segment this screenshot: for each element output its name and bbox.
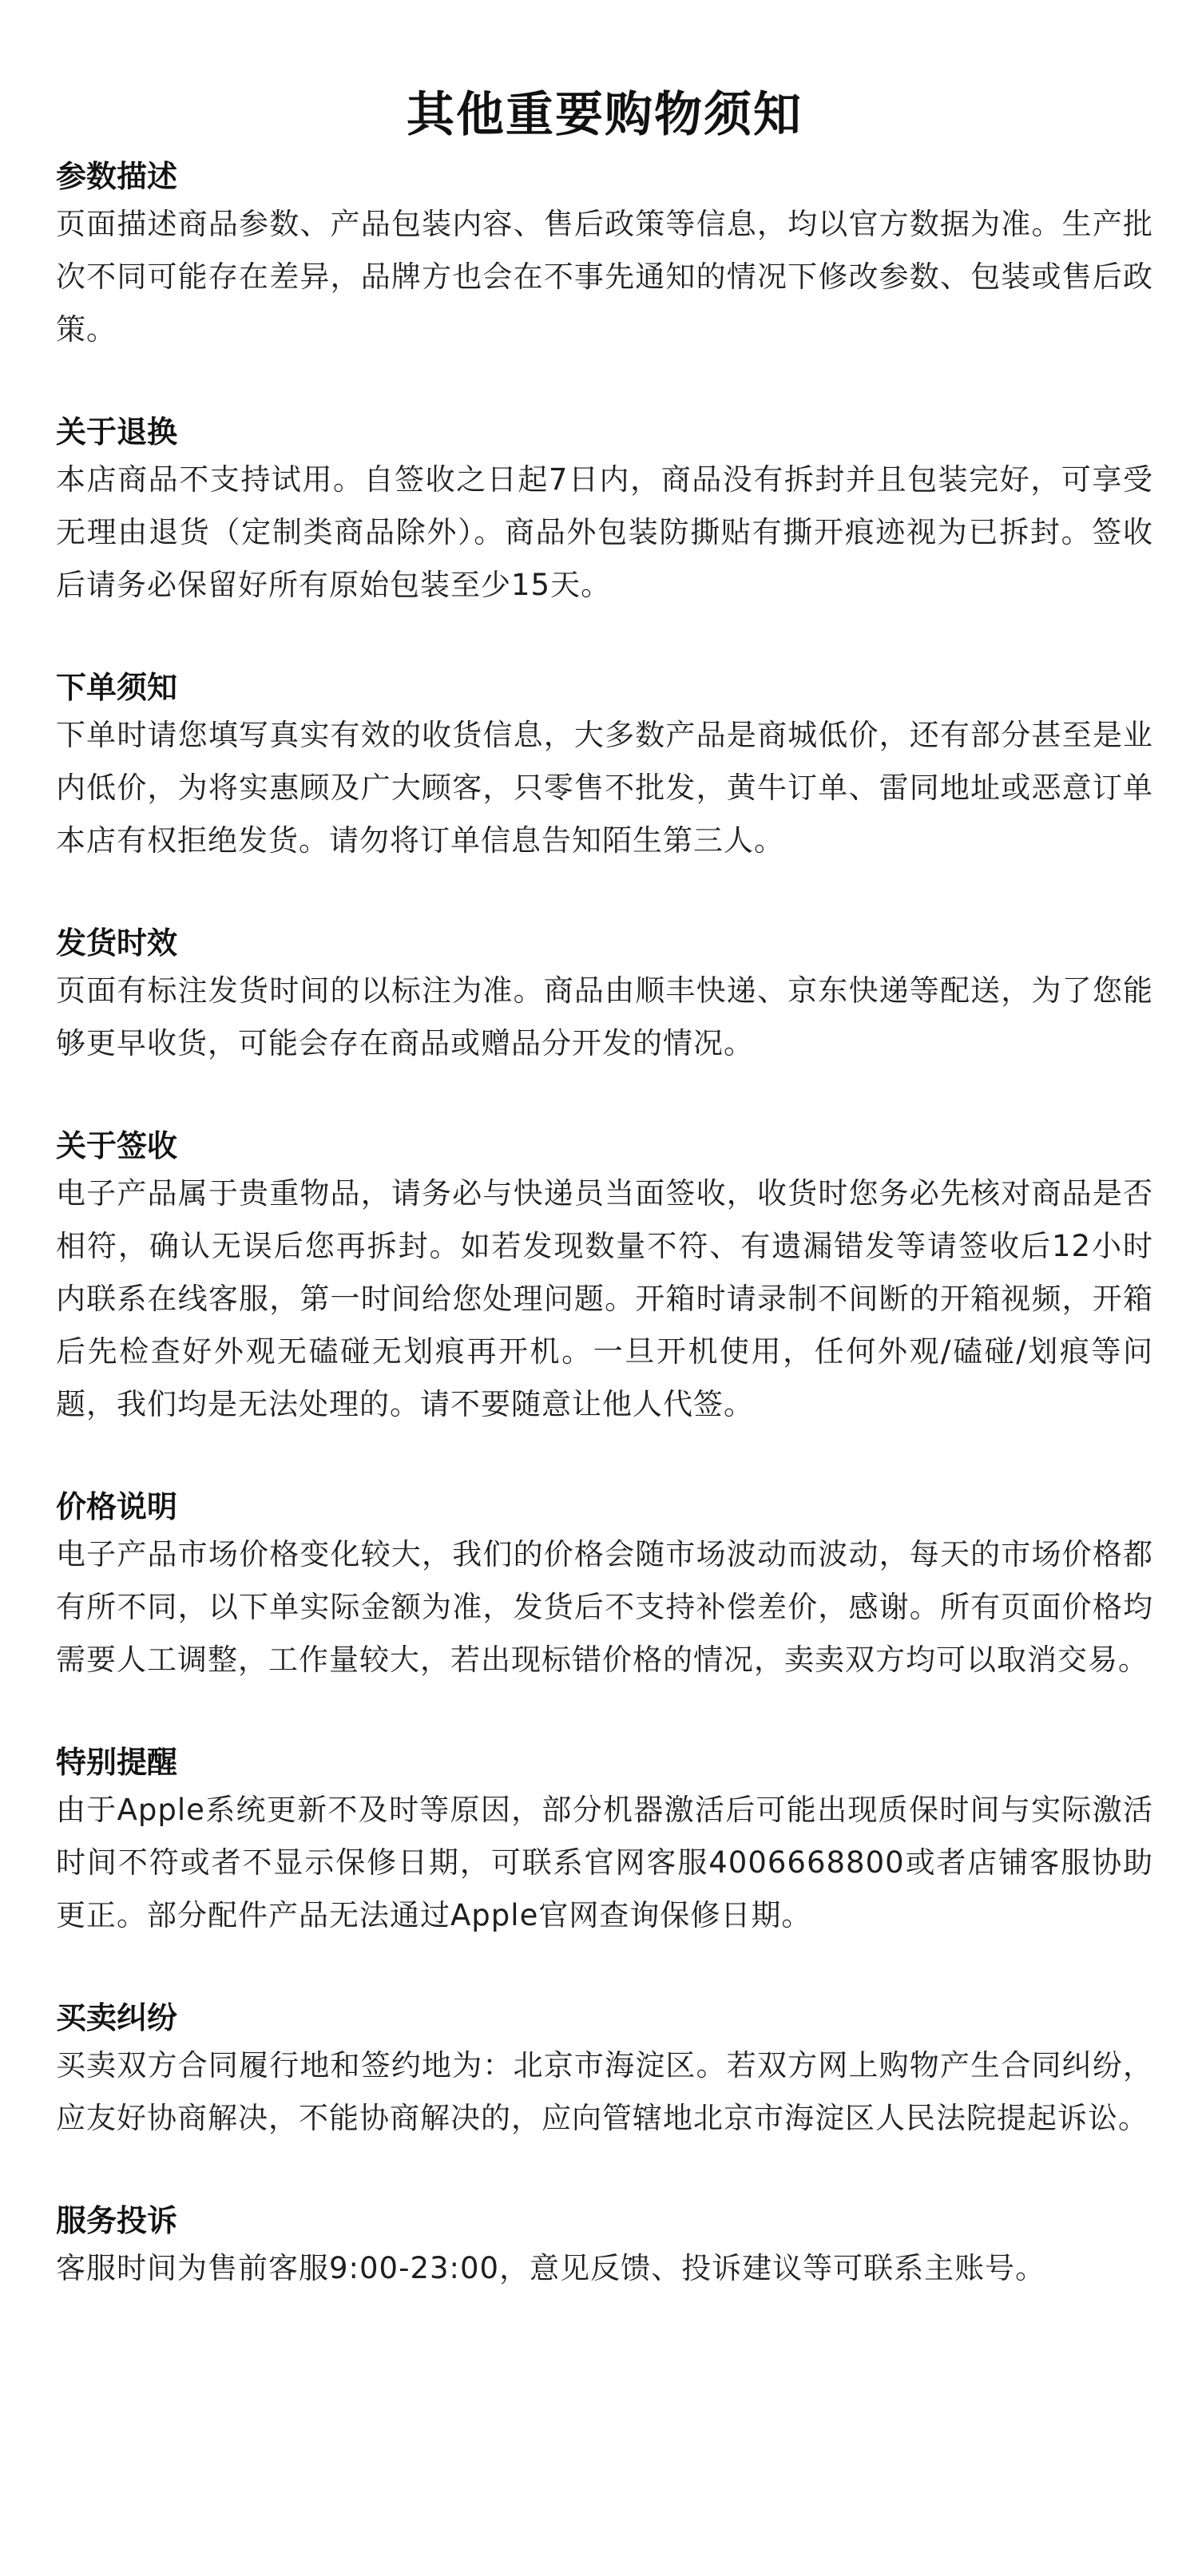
section-parameter-description — [56, 155, 1153, 356]
section-shipping-time — [56, 921, 1153, 1070]
section-heading: 发货时效 — [56, 925, 178, 961]
section-order-notice — [56, 666, 1153, 867]
section-body: 客服时间为售前客服9:00-23:00，意见反馈、投诉建议等可联系主账号。 — [56, 2251, 1046, 2285]
section-body: 页面有标注发货时间的以标注为准。商品由顺丰快递、京东快递等配送，为了您能够更早收货，可能会存在商品或赠品分开发的情况。 — [56, 973, 1153, 1060]
section-heading: 服务投诉 — [56, 2203, 178, 2238]
section-heading: 下单须知 — [56, 670, 178, 705]
section-returns — [56, 410, 1153, 612]
section-disputes — [56, 1996, 1153, 2145]
page-title: 其他重要购物须知 — [407, 87, 803, 143]
section-body: 买卖双方合同履行地和签约地为：北京市海淀区。若双方网上购物产生合同纠纷，应友好协商解决，不能协商解决的，应向管辖地北京市海淀区人民法院提起诉讼。 — [56, 2048, 1153, 2135]
section-body: 下单时请您填写真实有效的收货信息，大多数产品是商城低价，还有部分甚至是业内低价，为将实惠顾及广大顾客，只零售不批发，黄牛订单、雷同地址或恶意订单本店有权拒绝发货。请勿将订单信息告知陌生第三人。 — [56, 718, 1153, 858]
section-heading: 关于退换 — [56, 414, 178, 450]
section-signing — [56, 1124, 1153, 1431]
section-body: 电子产品属于贵重物品，请务必与快递员当面签收，收货时您务必先核对商品是否相符，确认无误后您再拆封。如若发现数量不符、有遗漏错发等请签收后12小时内联系在线客服，第一时间给您处理问题。开箱时请录制不间断的开箱视频，开箱后先检查好外观无磕碰无划痕再开机。一旦开机使用，任何外观/磕碰/划痕等问题，我们均是无法处理的。请不要随意让他人代签。 — [56, 1176, 1153, 1421]
section-heading: 参数描述 — [56, 159, 178, 194]
section-heading: 买卖纠纷 — [56, 2000, 178, 2035]
section-special-reminder — [56, 1741, 1153, 1942]
section-body: 页面描述商品参数、产品包装内容、售后政策等信息，均以官方数据为准。生产批次不同可能存在差异，品牌方也会在不事先通知的情况下修改参数、包装或售后政策。 — [56, 207, 1153, 347]
section-price — [56, 1485, 1153, 1686]
notice-sections — [56, 155, 1153, 2295]
section-body: 电子产品市场价格变化较大，我们的价格会随市场波动而波动，每天的市场价格都有所不同，以下单实际金额为准，发货后不支持补偿差价，感谢。所有页面价格均需要人工调整，工作量较大，若出现标错价格的情况，卖卖双方均可以取消交易。 — [56, 1537, 1153, 1677]
section-service-complaints — [56, 2199, 1153, 2295]
section-heading: 特别提醒 — [56, 1745, 178, 1780]
section-heading: 关于签收 — [56, 1128, 178, 1163]
section-body: 由于Apple系统更新不及时等原因，部分机器激活后可能出现质保时间与实际激活时间不符或者不显示保修日期，可联系官网客服4006668800或者店铺客服协助更正。部分配件产品无法通过Apple官网查询保修日期。 — [56, 1793, 1153, 1932]
section-body: 本店商品不支持试用。自签收之日起7日内，商品没有拆封并且包装完好，可享受无理由退货（定制类商品除外）。商品外包装防撕贴有撕开痕迹视为已拆封。签收后请务必保留好所有原始包装至少15天。 — [56, 462, 1153, 602]
section-heading: 价格说明 — [56, 1489, 178, 1524]
